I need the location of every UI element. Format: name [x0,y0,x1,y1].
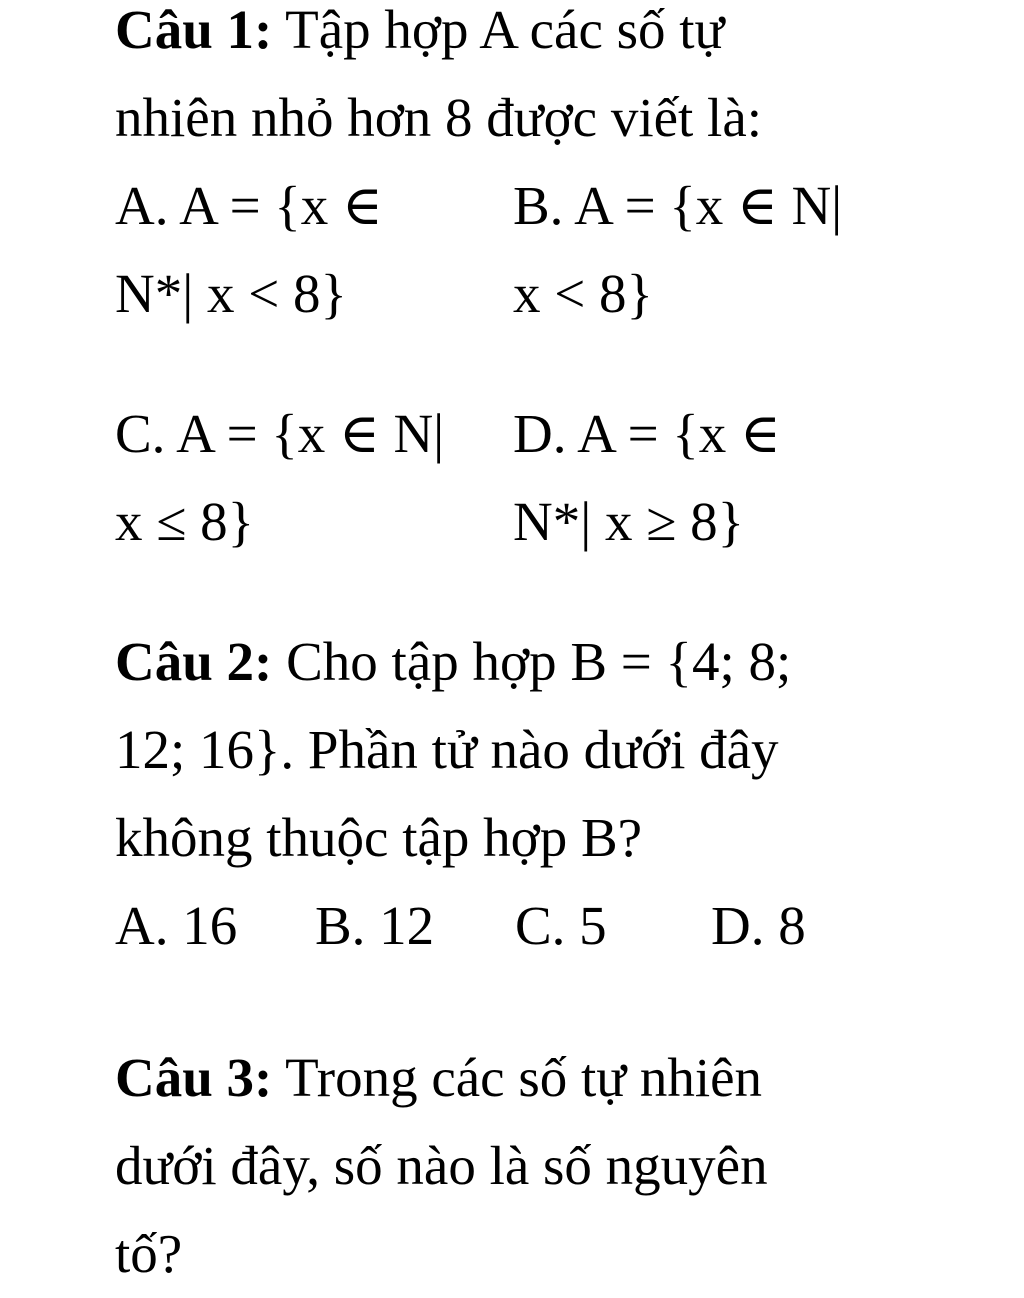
option-d-line-1: D. A = {x ∈ [513,403,781,464]
option-c-line-2: x ≤ 8} [115,491,255,552]
document-page [115,0,905,1298]
question-2-label: Câu 2: [115,631,273,692]
question-1-option-a [115,162,513,338]
question-3-label: Câu 3: [115,1047,273,1108]
option-c-line-1: C. A = {x ∈ N| [115,403,445,464]
question-1-options-row-2 [115,390,905,566]
question-3-line-1 [115,1034,905,1122]
question-3-text-1: Trong các số tự nhiên [272,1047,763,1108]
question-3 [115,1034,905,1298]
question-2-line-3: không thuộc tập hợp B? [115,807,643,868]
question-1-option-c [115,390,513,566]
question-1-options-row-1 [115,162,905,338]
question-2 [115,618,905,970]
question-1-line-2: nhiên nhỏ hơn 8 được viết là: [115,87,763,148]
question-1-option-d [513,390,873,566]
question-3-line-3: tố? [115,1223,183,1284]
question-2-option-b: B. 12 [315,895,435,956]
question-1 [115,0,905,566]
question-2-line-2: 12; 16}. Phần tử nào dưới đây [115,719,779,780]
question-2-option-c: C. 5 [515,895,607,956]
question-2-line-1 [115,618,905,706]
question-1-line-1 [115,0,905,74]
question-2-option-a: A. 16 [115,895,238,956]
option-d-line-2: N*| x ≥ 8} [513,491,745,552]
question-2-text-1: Cho tập hợp B = {4; 8; [272,631,792,692]
option-a-line-2: N*| x < 8} [115,263,347,324]
option-b-line-1: B. A = {x ∈ N| [513,175,843,236]
question-1-label: Câu 1: [115,0,273,60]
question-3-line-2: dưới đây, số nào là số nguyên [115,1135,768,1196]
option-a-line-1: A. A = {x ∈ [115,175,383,236]
question-1-option-b [513,162,873,338]
option-b-line-2: x < 8} [513,263,653,324]
question-2-option-d: D. 8 [711,895,806,956]
question-1-text-1: Tập hợp A các số tự [272,0,725,60]
question-2-options [115,882,905,970]
